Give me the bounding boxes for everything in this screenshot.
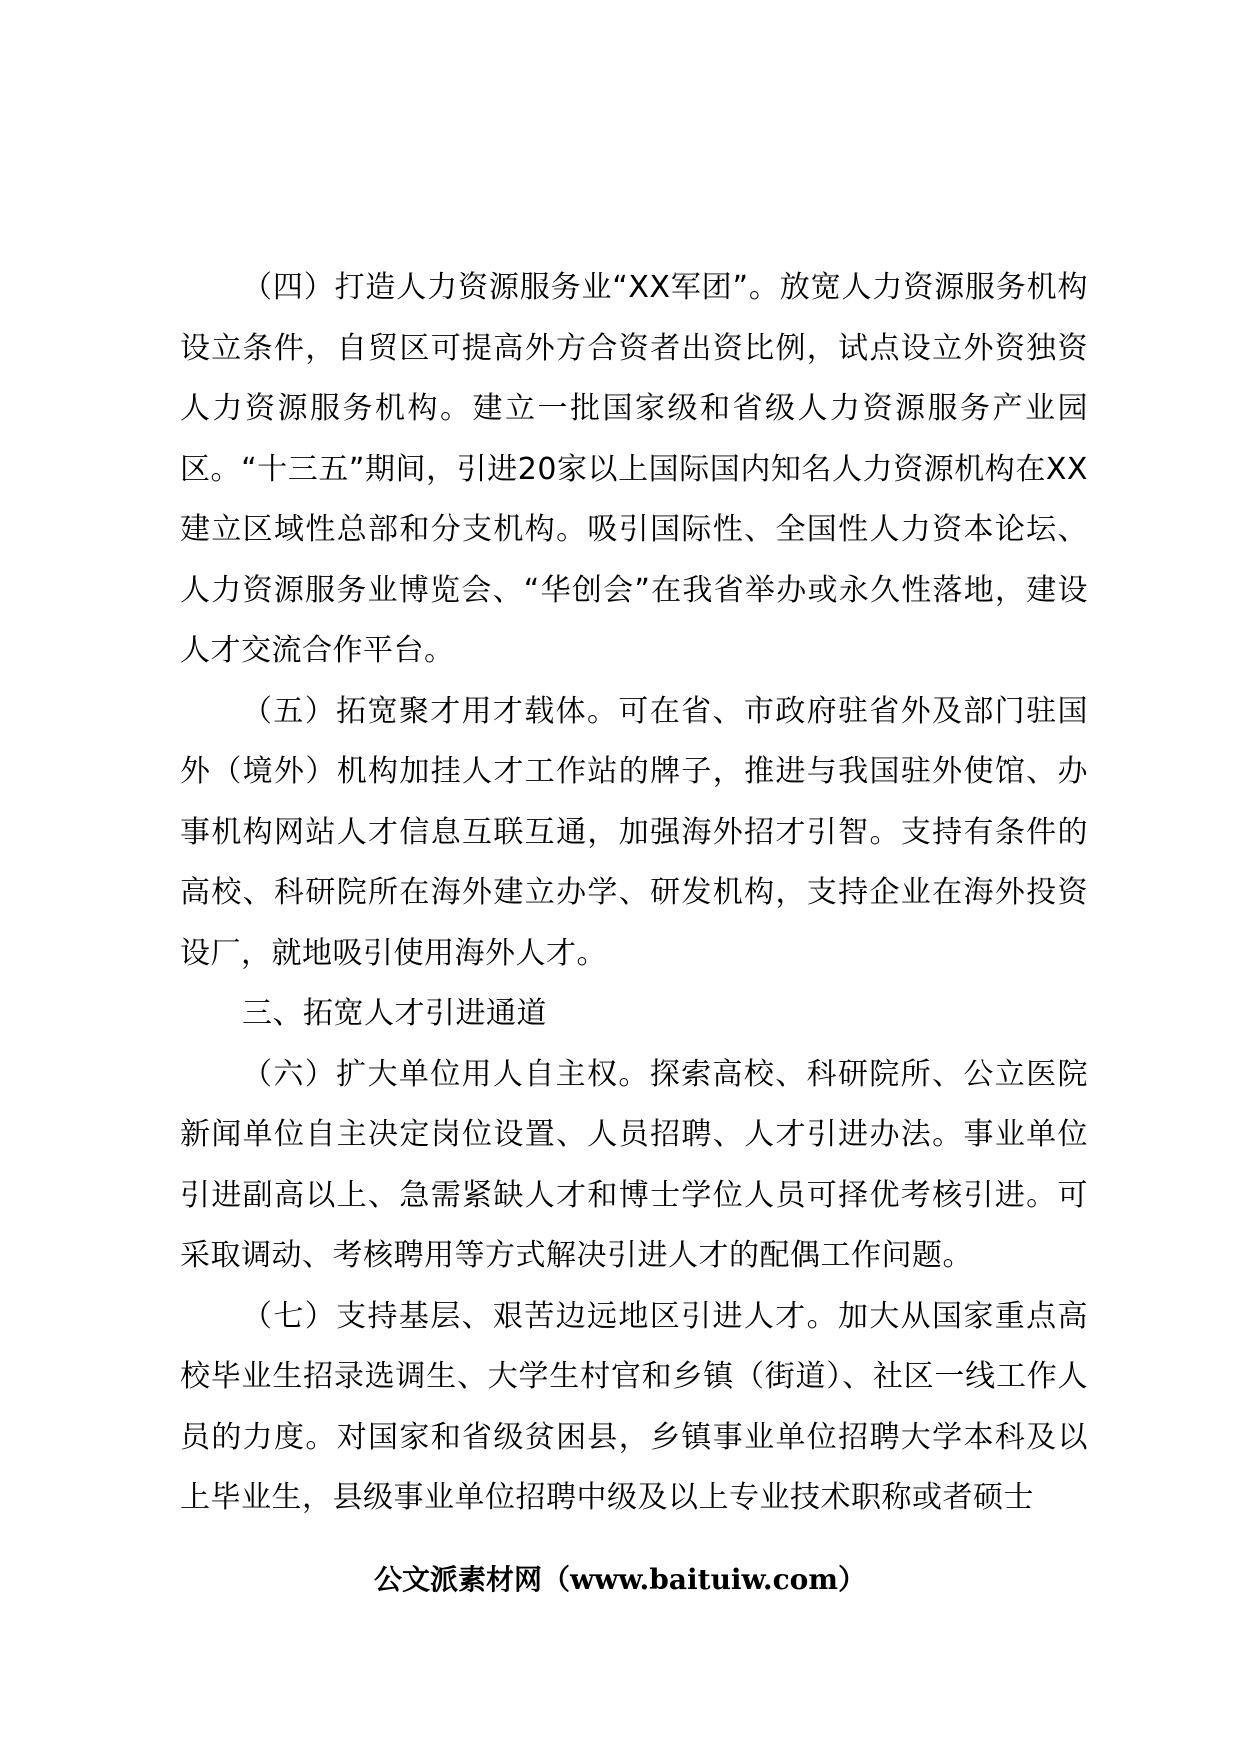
heading-section-3: 三、拓宽人才引进通道 [242, 996, 547, 1031]
paragraph-section-4: （四）打造人力资源服务业“XX军团”。放宽人力资源服务机构设立条件，自贸区可提高外方合资者出资比例，试点设立外资独资人力资源服务机构。建立一批国家级和省级人力资源服务产业园区。“十三五”期间，引进20家以上国际国内知名人力资源机构在XX建立区域性总部和分支机构。吸引国际性、全国性人力资本论坛、人力资源服务业博览会、“华创会”在我省举办或永久性落地，建设人才交流合作平台。 [180, 270, 1088, 668]
paragraph-section-7: （七）支持基层、艰苦边远地区引进人才。加大从国家重点高校毕业生招录选调生、大学生村官和乡镇（街道）、社区一线工作人员的力度。对国家和省级贫困县，乡镇事业单位招聘大学本科及以上毕业生，县级事业单位招聘中级及以上专业技术职称或者硕士 [180, 1298, 1088, 1515]
paragraph-section-5: （五）拓宽聚才用才载体。可在省、市政府驻省外及部门驻国外（境外）机构加挂人才工作站的牌子，推进与我国驻外使馆、办事机构网站人才信息互联互通，加强海外招才引智。支持有条件的高校、科研院所在海外建立办学、研发机构，支持企业在海外投资设厂，就地吸引使用海外人才。 [180, 693, 1088, 971]
paragraph-section-6: （六）扩大单位用人自主权。探索高校、科研院所、公立医院新闻单位自主决定岗位设置、人员招聘、人才引进办法。事业单位引进副高以上、急需紧缺人才和博士学位人员可择优考核引进。可采取调动、考核聘用等方式解决引进人才的配偶工作问题。 [180, 1056, 1088, 1273]
footer-watermark: 公文派素材网（www.baituiw.com） [374, 1563, 866, 1596]
document-body [180, 258, 1088, 1529]
